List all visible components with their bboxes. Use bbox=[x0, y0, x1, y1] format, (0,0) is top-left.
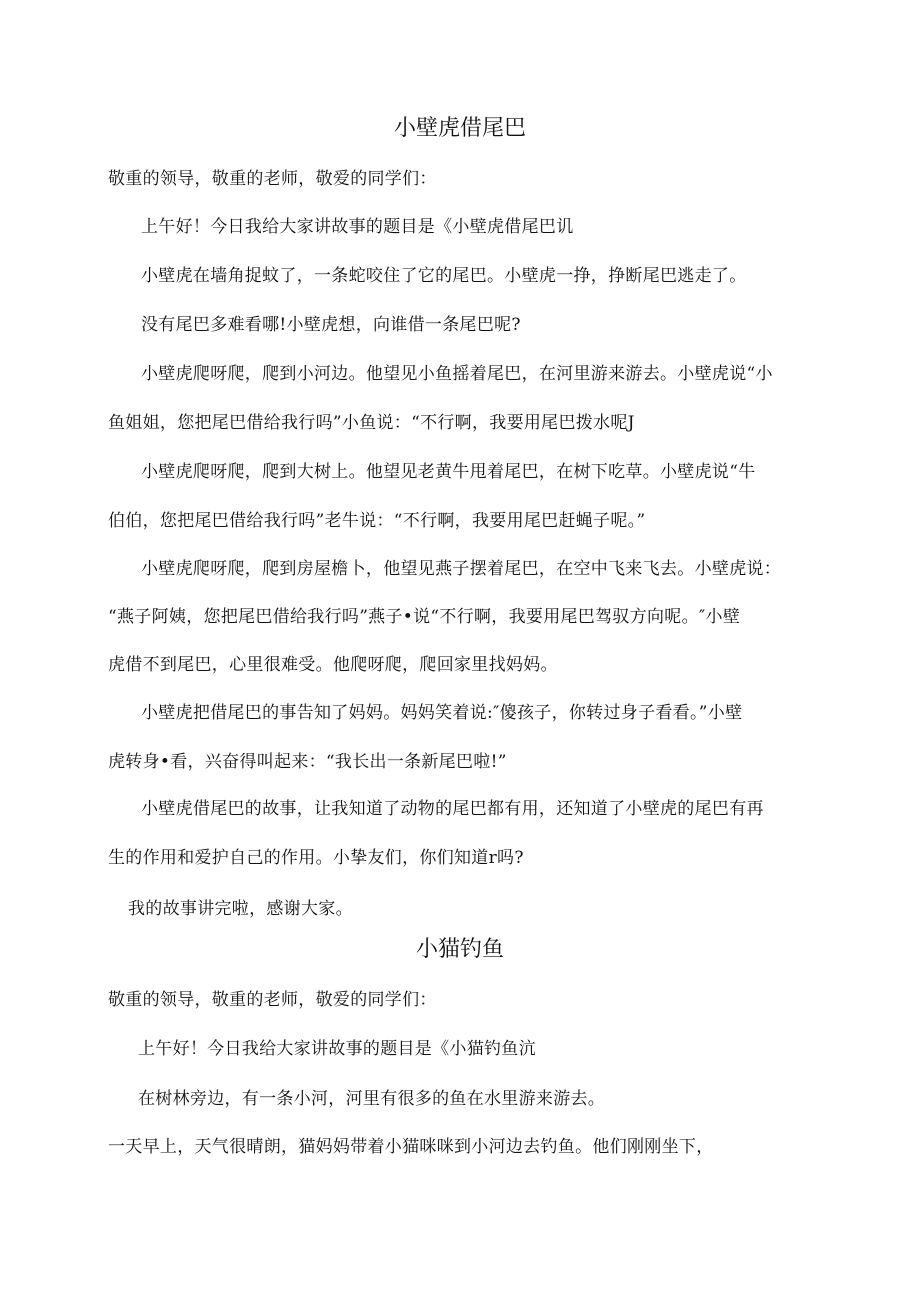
story1-line-4: 小壁虎爬呀爬，爬到小河边。他望见小鱼摇着尾巴，在河里游来游去。小壁虎说“小 bbox=[141, 364, 773, 384]
story1-line-1: 上午好！今日我给大家讲故事的题目是《小壁虎借尾巴讥 bbox=[141, 217, 574, 237]
story1-line-9: “燕子阿姨，您把尾巴借给我行吗”燕子•说“不行啊，我要用尾巴驾驭方向呢。″小壁 bbox=[108, 607, 741, 627]
story1-greeting: 敬重的领导，敬重的老师，敬爱的同学们： bbox=[108, 169, 437, 189]
story1-line-6: 小壁虎爬呀爬，爬到大树上。他望见老黄牛甩着尾巴，在树下吃草。小壁虎说“牛 bbox=[141, 462, 756, 482]
story2-line-3: 一天早上，天气很晴朗，猫妈妈带着小猫咪咪到小河边去钓鱼。他们刚刚坐下， bbox=[108, 1137, 714, 1157]
story1-closing: 我的故事讲完啦，感谢大家。 bbox=[128, 899, 353, 919]
story1-line-13: 小壁虎借尾巴的故事，让我知道了动物的尾巴都有用，还知道了小壁虎的尾巴有再 bbox=[141, 799, 764, 819]
story2-greeting: 敬重的领导，敬重的老师，敬爱的同学们： bbox=[108, 990, 437, 1010]
story1-line-10: 虎借不到尾巴，心里很难受。他爬呀爬，爬回家里找妈妈。 bbox=[108, 655, 558, 675]
story2-line-1: 上午好！今日我给大家讲故事的题目是《小猫钓鱼沆 bbox=[138, 1039, 536, 1059]
story1-line-5: 鱼姐姐，您把尾巴借给我行吗”小鱼说：“不行啊，我要用尾巴拨水呢J bbox=[108, 413, 635, 433]
story1-line-12: 虎转身•看，兴奋得叫起来：“我长出一条新尾巴啦!” bbox=[108, 752, 507, 772]
story1-title: 小壁虎借尾巴 bbox=[393, 116, 526, 141]
story1-line-7: 伯伯，您把尾巴借给我行吗”老牛说：“不行啊，我要用尾巴赶蝇子呢。” bbox=[108, 511, 646, 531]
story1-line-8: 小壁虎爬呀爬，爬到房屋檐卜，他望见燕子摆着尾巴，在空中飞来飞去。小壁虎说： bbox=[141, 559, 782, 579]
story1-line-11: 小壁虎把借尾巴的事告知了妈妈。妈妈笑着说:″傻孩子，你转过身子看看。”小壁 bbox=[141, 703, 743, 723]
story2-title: 小猫钓鱼 bbox=[415, 937, 504, 962]
story1-line-2: 小壁虎在墙角捉蚊了，一条蛇咬住了它的尾巴。小壁虎一挣，挣断尾巴逃走了。 bbox=[141, 266, 747, 286]
story1-line-14: 生的作用和爱护自己的作用。小挚友们，你们知道r吗? bbox=[108, 848, 524, 868]
story1-line-3: 没有尾巴多难看哪!小壁虎想，向谁借一条尾巴呢? bbox=[141, 315, 521, 335]
story2-line-2: 在树林旁边，有一条小河，河里有很多的鱼在水里游来游去。 bbox=[138, 1089, 606, 1109]
